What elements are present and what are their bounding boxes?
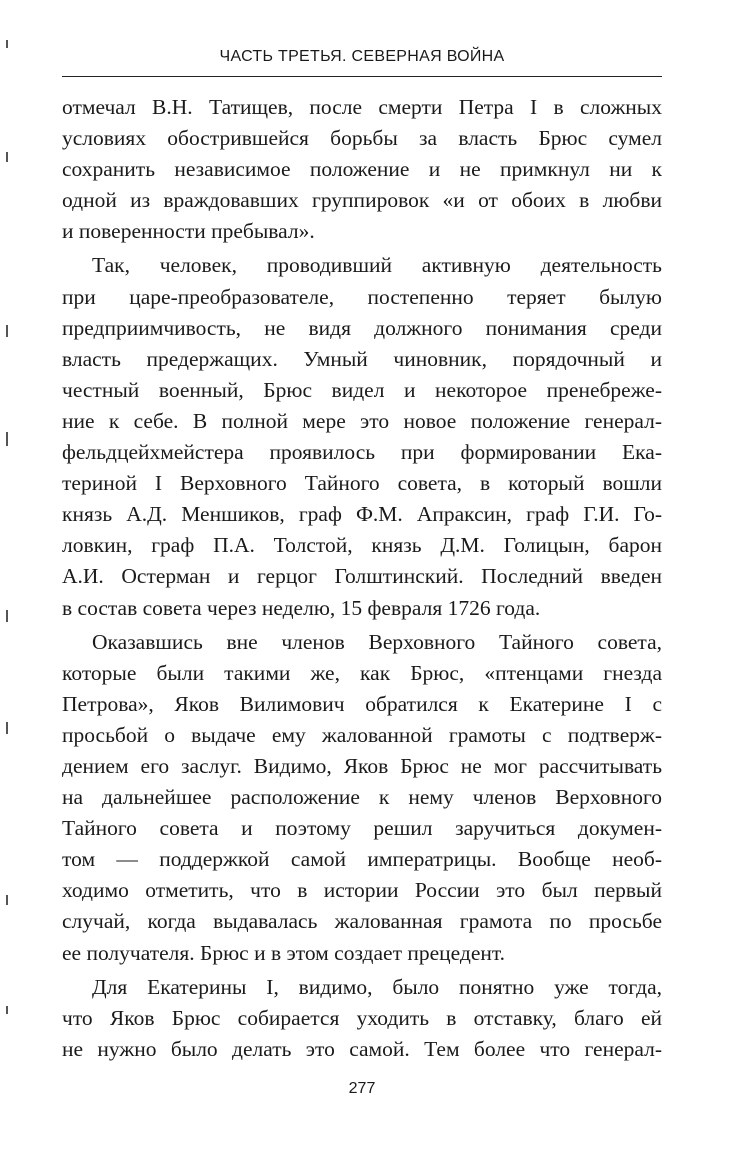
text-line: в состав совета через неделю, 15 февраля 1726 года. [62,595,541,620]
text-line: случай, когда выдавалась жалованная грамота по просьбе [62,909,662,934]
text-line: Петрова», Яков Вилимович обратился к Екатерине I с [62,691,662,716]
text-line: Так, человек, проводивший активную деятельность [92,253,662,278]
text-line: ловкин, граф П.А. Толстой, князь Д.М. Голицын, барон [62,533,662,558]
text-line: честный военный, Брюс видел и некоторое пренебреже- [62,377,662,402]
text-line: ходимо отметить, что в истории России это был первый [62,878,662,903]
text-line: отмечал В.Н. Татищев, после смерти Петра I в сложных [62,95,662,119]
margin-mark [6,722,8,734]
text-line: териной I Верховного Тайного совета, в который вошли [62,471,662,496]
margin-mark [6,325,8,337]
text-line: Для Екатерины I, видимо, было понятно уже тогда, [92,974,662,999]
text-line: и поверенности пребывал». [62,219,315,244]
text-line: на дальнейшее расположение к нему членов Верховного [62,785,662,810]
text-line: ее получателя. Брюс и в этом создает прецедент. [62,940,506,965]
text-line: Оказавшись вне членов Верховного Тайного совета, [92,629,662,654]
header-rule [62,76,662,77]
text-line: что Яков Брюс собирается уходить в отставку, благо ей [62,1005,662,1030]
body-text [62,92,662,1065]
paragraph [62,250,662,623]
paragraph [62,92,662,247]
page-number: 277 [348,1080,376,1097]
text-line: предприимчивость, не видя должного понимания среди [62,315,662,340]
text-line: сохранить независимое положение и не примкнул ни к [62,157,662,182]
text-line: которые были такими же, как Брюс, «птенцами гнезда [62,660,662,685]
text-line: одной из враждовавших группировок «и от обоих в любви [62,188,662,213]
text-line: фельдцейхмейстера проявилось при формировании Ека- [62,440,662,465]
margin-mark [6,152,8,162]
running-header: ЧАСТЬ ТРЕТЬЯ. СЕВЕРНАЯ ВОЙНА [219,48,505,65]
margin-mark [6,610,8,622]
text-line: не нужно было делать это самой. Тем более что генерал- [62,1036,662,1061]
text-line: том — поддержкой самой императрицы. Вообще необ- [62,847,662,872]
margin-mark [6,432,8,446]
paragraph [62,972,662,1065]
text-line: ние к себе. В полной мере это новое положение генерал- [62,408,662,433]
margin-mark [6,1006,8,1014]
text-line: Тайного совета и поэтому решил заручиться докумен- [62,816,662,841]
text-line: условиях обострившейся борьбы за власть Брюс сумел [62,126,662,151]
text-line: А.И. Остерман и герцог Голштинский. Последний введен [62,564,662,589]
text-line: при царе-преобразователе, постепенно теряет былую [62,284,662,309]
text-line: князь А.Д. Меншиков, граф Ф.М. Апраксин, граф Г.И. Го- [62,502,662,527]
text-line: дением его заслуг. Видимо, Яков Брюс не мог рассчитывать [62,753,662,778]
margin-mark [6,40,8,48]
paragraph [62,627,662,969]
text-line: власть предержащих. Умный чиновник, порядочный и [62,346,662,371]
margin-mark [6,895,8,905]
text-line: просьбой о выдаче ему жалованной грамоты с подтверж- [62,722,662,747]
